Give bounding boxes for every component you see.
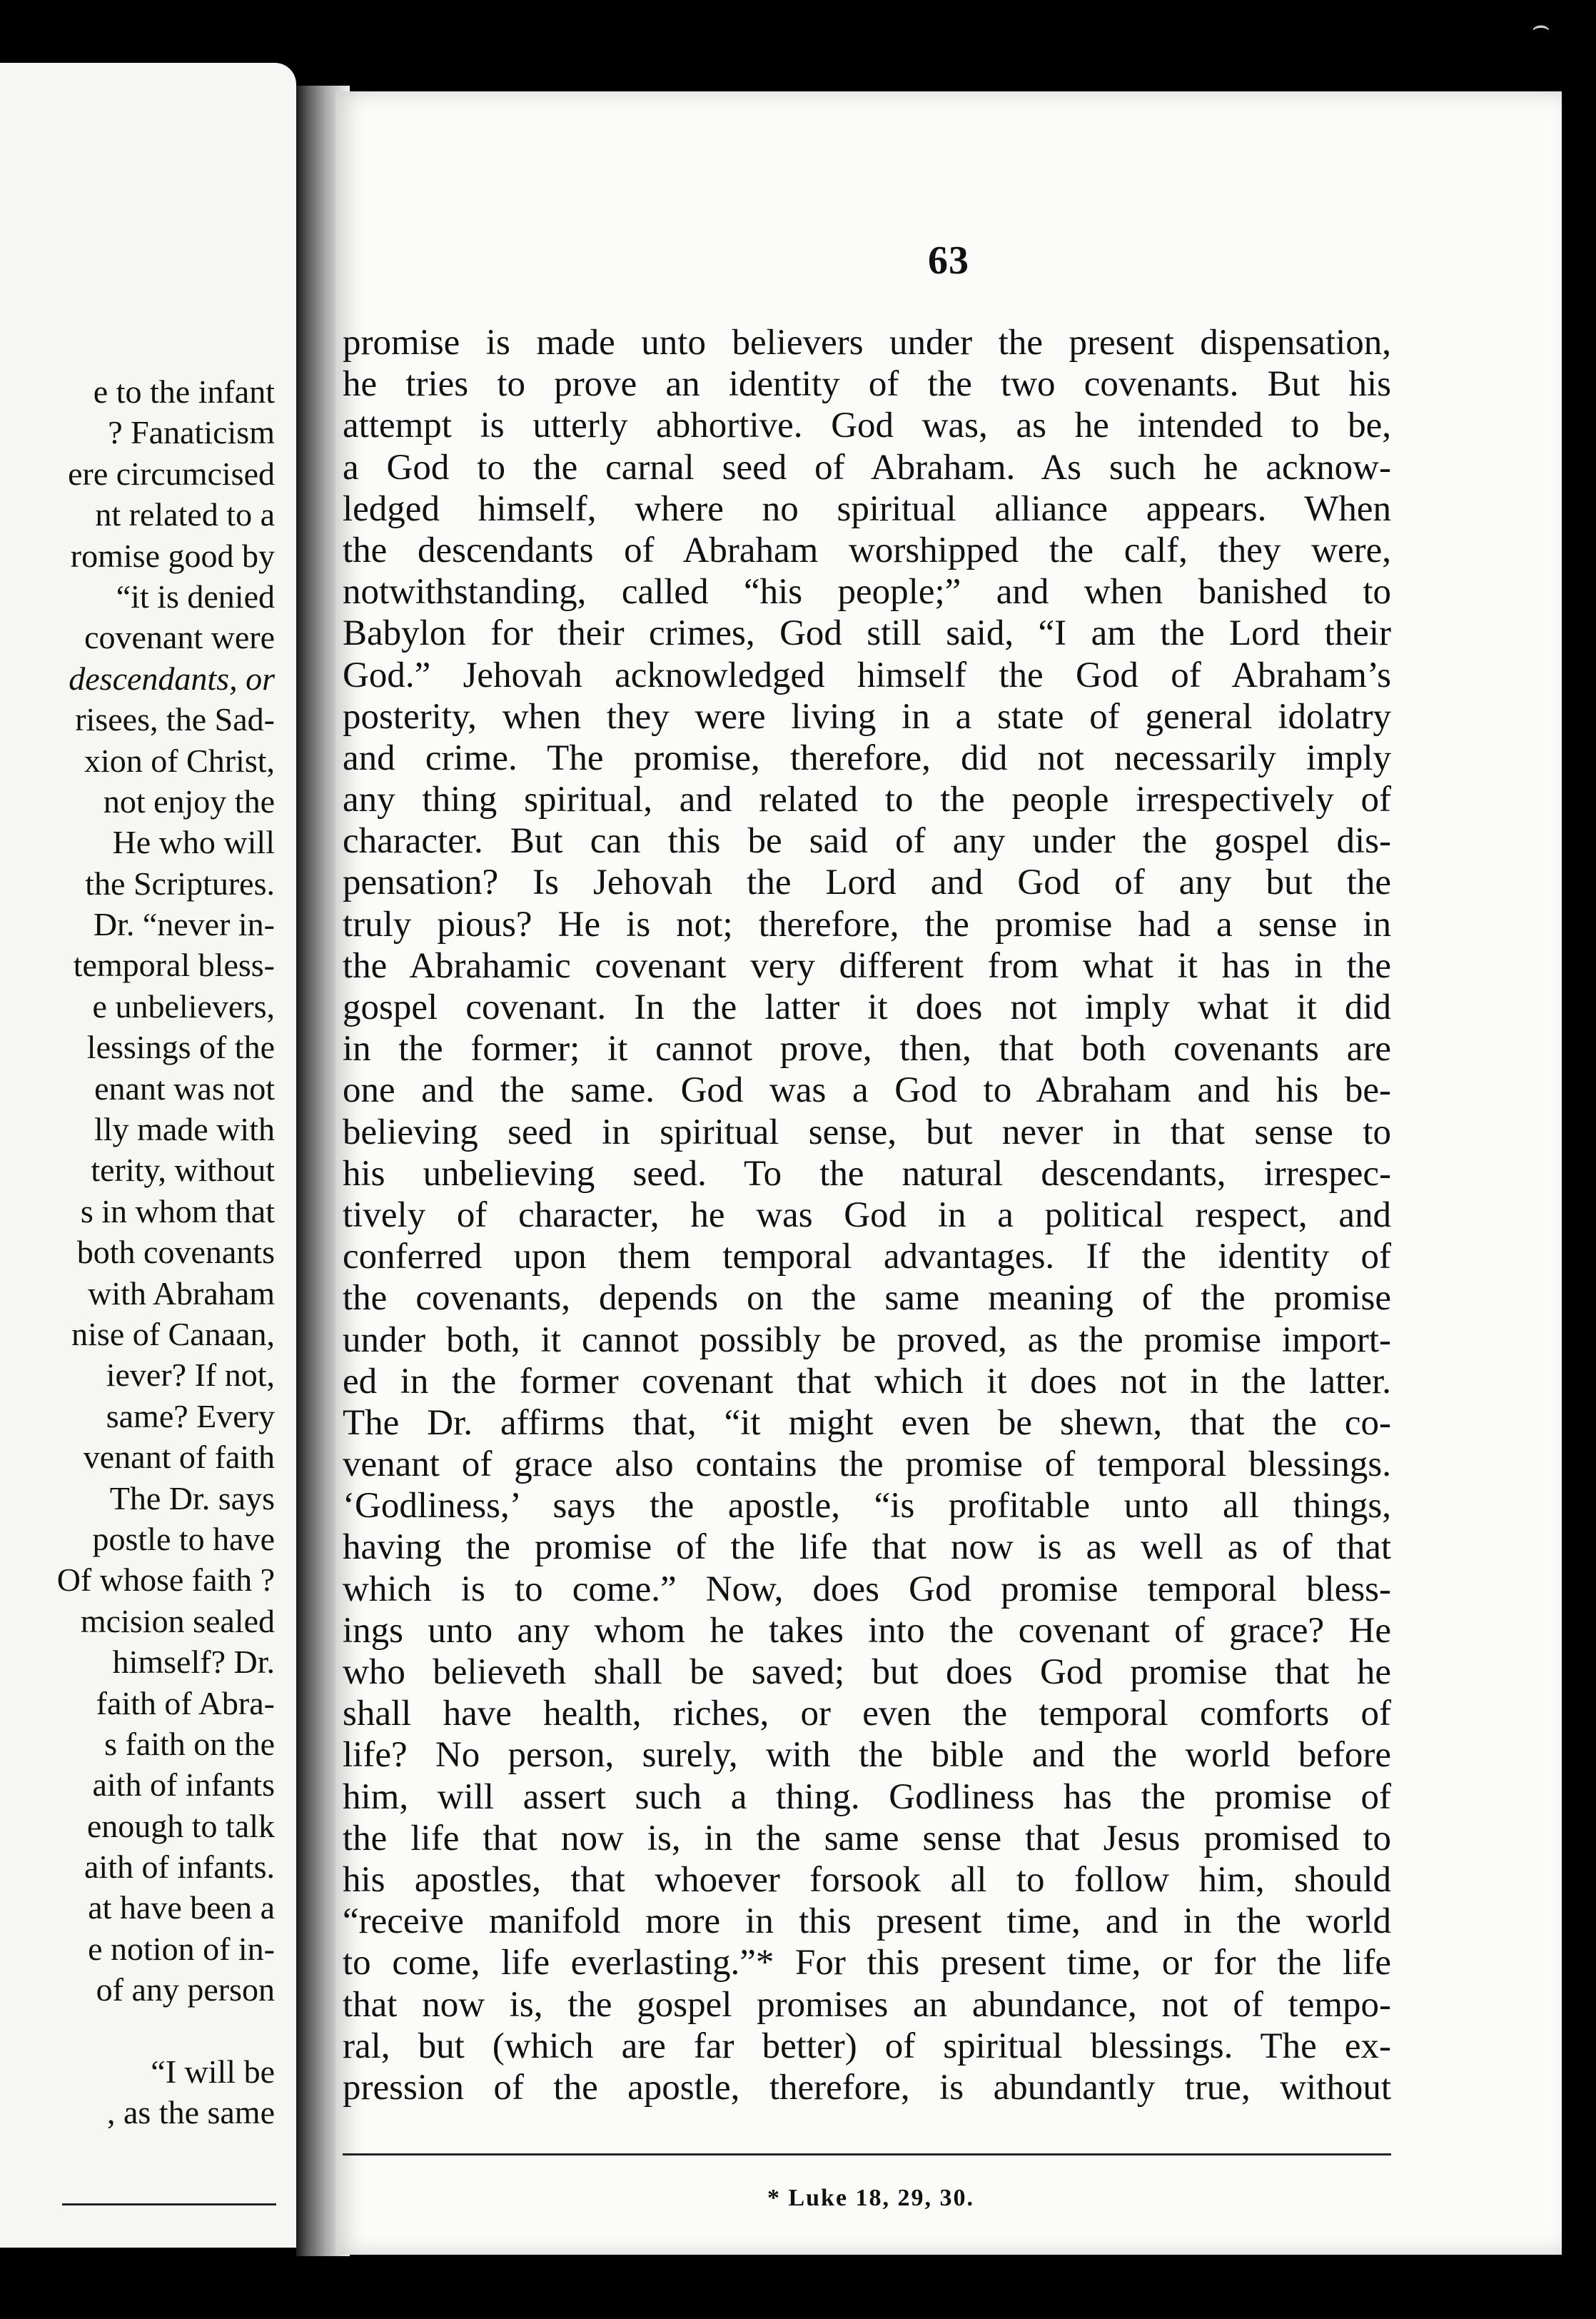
previous-page-line: iever? If not, [106, 1357, 275, 1394]
footnote-rule [343, 2153, 1391, 2155]
text-line: pensation? Is Jehovah the Lord and God of any but the [343, 862, 1391, 903]
text-line: believing seed in spiritual sense, but never in that sense to [343, 1112, 1391, 1152]
previous-page-fragment [0, 63, 296, 2248]
text-line: truly pious? He is not; therefore, the promise had a sense in [343, 904, 1391, 945]
previous-page-text [0, 371, 275, 2133]
previous-page-line: nise of Canaan, [71, 1315, 275, 1352]
text-line: pression of the apostle, therefore, is abundantly true, without [343, 2067, 1391, 2108]
text-line: any thing spiritual, and related to the people irrespectively of [343, 780, 1391, 820]
text-line: the Abrahamic covenant very different from what it has in the [343, 945, 1391, 986]
previous-page-line: ere circumcised [68, 455, 275, 492]
previous-page-line: temporal bless- [73, 947, 275, 984]
text-line: under both, it cannot possibly be proved, as the promise import- [343, 1319, 1391, 1360]
previous-page-line: lly made with [94, 1111, 275, 1148]
text-line: a God to the carnal seed of Abraham. As such he acknow- [343, 447, 1391, 488]
previous-page-line: descendants, or [69, 660, 275, 697]
previous-page-line: He who will [112, 824, 275, 861]
text-line: the life that now is, in the same sense that Jesus promised to [343, 1818, 1391, 1858]
text-line: his unbelieving seed. To the natural descendants, irrespec- [343, 1153, 1391, 1194]
text-line: attempt is utterly abhortive. God was, as he intended to be, [343, 406, 1391, 446]
text-line: ‘Godliness,’ says the apostle, “is profitable unto all things, [343, 1486, 1391, 1526]
previous-page-line: nt related to a [95, 496, 275, 533]
text-line: who believeth shall be saved; but does God promise that he [343, 1652, 1391, 1692]
previous-page-line: aith of infants. [84, 1848, 275, 1886]
text-line: ings unto any whom he takes into the covenant of grace? He [343, 1610, 1391, 1651]
text-line: his apostles, that whoever forsook all to follow him, should [343, 1859, 1391, 1900]
previous-page-line: aith of infants [92, 1766, 275, 1804]
previous-page-line: e unbelievers, [92, 987, 275, 1025]
footnote: * Luke 18, 29, 30. [767, 2185, 975, 2211]
previous-page-line: e notion of in- [88, 1930, 275, 1967]
previous-page-line: romise good by [70, 537, 275, 574]
text-line: one and the same. God was a God to Abraham and his be- [343, 1070, 1391, 1111]
previous-page-line: at have been a [88, 1889, 275, 1926]
previous-page-line: enant was not [94, 1070, 275, 1107]
scan-corner-mark: ⌢ [1531, 9, 1550, 41]
text-line: the covenants, depends on the same meaning of the promise [343, 1278, 1391, 1319]
previous-page-line: , as the same [106, 2094, 275, 2131]
previous-page-line: The Dr. says [109, 1479, 275, 1516]
previous-page-line: terity, without [91, 1152, 275, 1189]
previous-page-line: Dr. “never in- [93, 906, 275, 943]
previous-page-line [0, 2011, 275, 2051]
page-body-text [343, 322, 1391, 2108]
text-line: God.” Jehovah acknowledged himself the God of Abraham’s [343, 655, 1391, 695]
text-line: posterity, when they were living in a state of general idolatry [343, 696, 1391, 737]
text-line: ral, but (which are far better) of spiritual blessings. The ex- [343, 2026, 1391, 2066]
previous-page-line: ? Fanaticism [108, 414, 275, 451]
text-line: ledged himself, where no spiritual alliance appears. When [343, 488, 1391, 529]
text-line: in the former; it cannot prove, then, that both covenants are [343, 1029, 1391, 1070]
text-line: and crime. The promise, therefore, did not necessarily imply [343, 738, 1391, 778]
previous-page-line: xion of Christ, [84, 742, 275, 779]
previous-page-line: lessings of the [86, 1029, 275, 1066]
previous-page-line: covenant were [84, 619, 275, 656]
previous-page-line: mcision sealed [80, 1602, 275, 1639]
text-line: tively of character, he was God in a political respect, and [343, 1194, 1391, 1235]
text-line: shall have health, riches, or even the temporal comforts of [343, 1694, 1391, 1734]
previous-page-line: both covenants [76, 1234, 275, 1271]
previous-page-line: with Abraham [88, 1274, 275, 1312]
previous-page-line: Of whose faith ? [56, 1561, 275, 1599]
text-line: which is to come.” Now, does God promise temporal bless- [343, 1569, 1391, 1609]
book-page [335, 91, 1562, 2255]
text-line: him, will assert such a thing. Godliness has the promise of [343, 1776, 1391, 1817]
previous-page-line: s in whom that [80, 1192, 275, 1229]
text-line: The Dr. affirms that, “it might even be shewn, that the co- [343, 1402, 1391, 1443]
text-line: to come, life everlasting.”* For this present time, or for the life [343, 1943, 1391, 1983]
previous-page-line: risees, the Sad- [75, 701, 275, 738]
text-line: life? No person, surely, with the bible and the world before [343, 1735, 1391, 1776]
text-line: ed in the former covenant that which it does not in the latter. [343, 1361, 1391, 1402]
text-line: that now is, the gospel promises an abundance, not of tempo- [343, 1984, 1391, 2025]
previous-page-line: same? Every [106, 1397, 275, 1434]
text-line: promise is made unto believers under the present dispensation, [343, 323, 1391, 363]
page-number: 63 [928, 238, 969, 283]
text-line: having the promise of the life that now is as well as of that [343, 1527, 1391, 1568]
previous-page-line: faith of Abra- [96, 1684, 275, 1721]
previous-page-line: of any person [96, 1971, 275, 2008]
previous-page-line: venant of faith [83, 1439, 275, 1476]
previous-page-line: “I will be [151, 2053, 275, 2091]
text-line: “receive manifold more in this present time, and in the world [343, 1901, 1391, 1942]
previous-page-line: enough to talk [86, 1807, 275, 1844]
previous-page-line: the Scriptures. [85, 865, 275, 902]
text-line: conferred upon them temporal advantages. If the identity of [343, 1237, 1391, 1277]
previous-page-line: “it is denied [116, 578, 275, 615]
previous-page-line: s faith on the [104, 1725, 275, 1762]
text-line: venant of grace also contains the promise of temporal blessings. [343, 1444, 1391, 1485]
text-line: character. But can this be said of any under the gospel dis- [343, 821, 1391, 862]
text-line: notwithstanding, called “his people;” and when banished to [343, 572, 1391, 613]
previous-page-line: not enjoy the [103, 783, 275, 820]
text-line: gospel covenant. In the latter it does not imply what it did [343, 987, 1391, 1027]
previous-page-line: e to the infant [93, 373, 275, 410]
text-line: he tries to prove an identity of the two covenants. But his [343, 364, 1391, 405]
previous-page-line: himself? Dr. [112, 1644, 275, 1681]
previous-page-footnote-rule [62, 2203, 276, 2205]
text-line: Babylon for their crimes, God still said, “I am the Lord their [343, 613, 1391, 654]
previous-page-line: postle to have [92, 1520, 275, 1557]
text-line: the descendants of Abraham worshipped the calf, they were, [343, 530, 1391, 570]
